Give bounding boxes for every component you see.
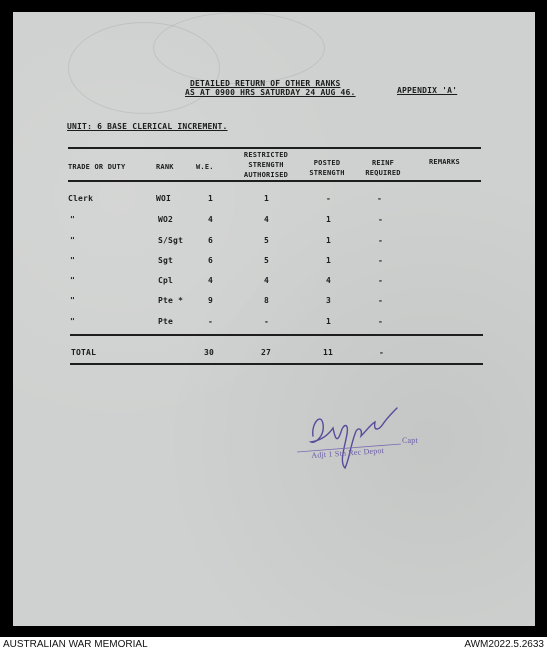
header-posted-1: POSTED	[313, 159, 341, 167]
total-we: 30	[204, 348, 215, 357]
cell-restricted: 4	[264, 215, 270, 224]
cell-rank: WO2	[158, 215, 174, 224]
appendix-label: APPENDIX 'A'	[397, 86, 458, 95]
signature-rank: Capt	[402, 436, 418, 445]
cell-posted: 1	[326, 236, 332, 245]
cell-trade: "	[70, 276, 76, 285]
cell-posted: 4	[326, 276, 332, 285]
header-remarks: REMARKS	[429, 158, 460, 166]
header-posted-2: STRENGTH	[309, 169, 345, 177]
cell-rank: Pte *	[158, 296, 184, 305]
cell-trade: "	[70, 317, 76, 326]
header-restricted-2: STRENGTH	[248, 161, 284, 169]
total-posted: 11	[323, 348, 334, 357]
signature-mark	[293, 404, 403, 476]
header-we: W.E.	[196, 163, 214, 171]
cell-reinf: -	[378, 296, 384, 305]
cell-trade: "	[70, 236, 76, 245]
cell-reinf: -	[378, 276, 384, 285]
footer	[0, 637, 547, 653]
total-top-rule	[70, 334, 483, 336]
cell-reinf: -	[377, 194, 383, 203]
document-page	[13, 12, 535, 626]
total-label: TOTAL	[71, 348, 97, 357]
document-subtitle: AS AT 0900 HRS SATURDAY 24 AUG 46.	[185, 88, 356, 97]
header-restricted-1: RESTRICTED	[243, 151, 289, 159]
cell-restricted: 4	[264, 276, 270, 285]
cell-trade: "	[70, 256, 76, 265]
cell-restricted: 8	[264, 296, 270, 305]
cell-rank: S/Sgt	[158, 236, 184, 245]
cell-restricted: -	[264, 317, 270, 326]
cell-reinf: -	[378, 215, 384, 224]
cell-rank: Cpl	[158, 276, 174, 285]
document-title: DETAILED RETURN OF OTHER RANKS	[190, 79, 341, 88]
footer-source: AUSTRALIAN WAR MEMORIAL	[3, 639, 148, 650]
cell-posted: 1	[326, 215, 332, 224]
header-bottom-rule	[68, 180, 481, 182]
cell-we: 6	[208, 256, 214, 265]
cell-reinf: -	[378, 236, 384, 245]
header-reinf-2: REQUIRED	[365, 169, 401, 177]
cell-we: 4	[208, 276, 214, 285]
cell-reinf: -	[378, 317, 384, 326]
cell-posted: 3	[326, 296, 332, 305]
cell-we: -	[208, 317, 214, 326]
cell-trade: "	[70, 215, 76, 224]
cell-posted: 1	[326, 317, 332, 326]
total-bottom-rule	[70, 363, 483, 365]
faint-stamp-mark	[153, 12, 325, 84]
cell-we: 9	[208, 296, 214, 305]
cell-rank: Sgt	[158, 256, 174, 265]
table-top-rule	[68, 147, 481, 149]
cell-restricted: 5	[264, 236, 270, 245]
cell-restricted: 1	[264, 194, 270, 203]
total-restricted: 27	[261, 348, 272, 357]
cell-reinf: -	[378, 256, 384, 265]
cell-we: 6	[208, 236, 214, 245]
header-rank: RANK	[156, 163, 174, 171]
signature-title: Adjt 1 Stn Rec Depot	[311, 445, 385, 460]
header-restricted-3: AUTHORISED	[243, 171, 289, 179]
cell-posted: -	[326, 194, 332, 203]
cell-posted: 1	[326, 256, 332, 265]
cell-we: 4	[208, 215, 214, 224]
cell-rank: WOI	[156, 194, 172, 203]
unit-label: UNIT: 6 BASE CLERICAL INCREMENT.	[67, 122, 228, 131]
cell-trade: "	[70, 296, 76, 305]
cell-restricted: 5	[264, 256, 270, 265]
total-reinf: -	[379, 348, 385, 357]
cell-rank: Pte	[158, 317, 174, 326]
footer-accession-number: AWM2022.5.2633	[464, 639, 544, 650]
header-reinf-1: REINF	[371, 159, 395, 167]
header-trade: TRADE OR DUTY	[68, 163, 126, 171]
cell-trade: Clerk	[68, 194, 94, 203]
cell-we: 1	[208, 194, 214, 203]
